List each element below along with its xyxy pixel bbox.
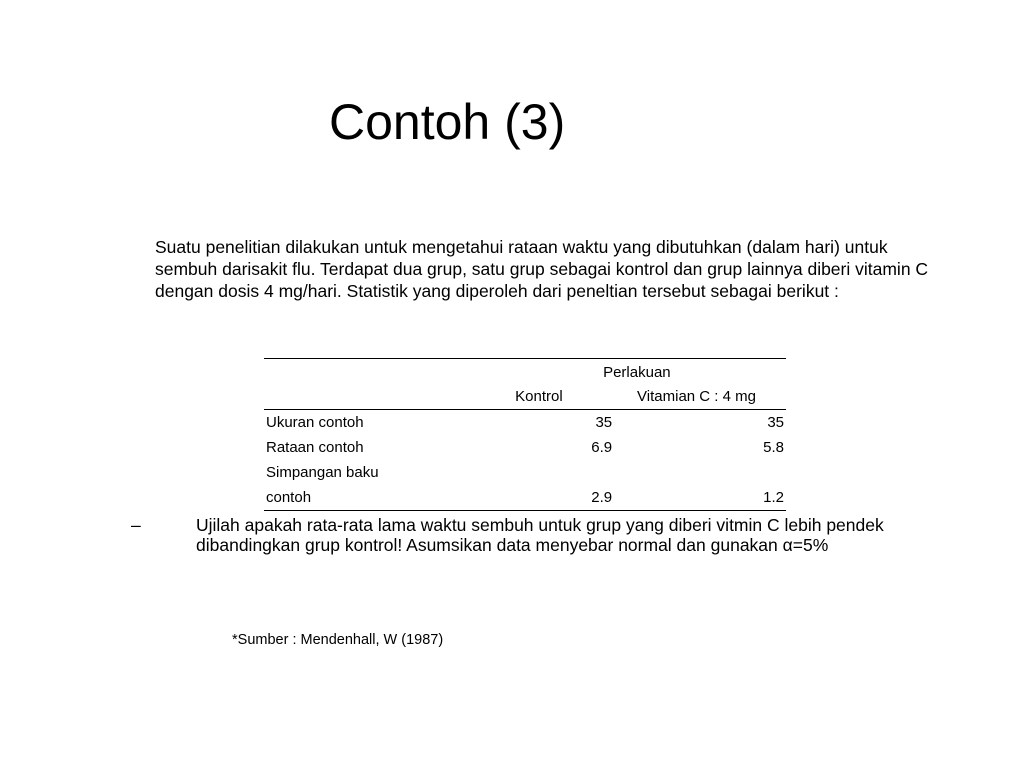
question-text: Ujilah apakah rata-rata lama waktu sembuh untuk grup yang diberi vitmin C lebih pendek dibandingkan grup kontrol! Asumsikan data menyebar normal dan gunakan α=5% — [196, 515, 884, 555]
table-row — [264, 460, 786, 511]
question-bullet — [131, 515, 931, 555]
statistics-table — [264, 358, 786, 511]
cell-vitamin: 5.8 — [763, 439, 784, 456]
row-label — [264, 460, 396, 511]
table-corner-cell — [264, 385, 396, 410]
source-citation: *Sumber : Mendenhall, W (1987) — [232, 632, 444, 648]
bullet-dash: – — [131, 515, 141, 535]
row-label-line: Simpangan baku — [266, 464, 379, 481]
column-header-vitamin: Vitamian C : 4 mg — [614, 385, 786, 410]
cell-kontrol: 6.9 — [591, 439, 613, 456]
column-header-kontrol: Kontrol — [396, 385, 614, 410]
row-label: Ukuran contoh — [266, 414, 364, 431]
cell-vitamin: 35 — [767, 414, 784, 431]
table-column-header-row — [264, 385, 786, 410]
cell-kontrol: 35 — [595, 414, 613, 431]
row-label: Rataan contoh — [266, 439, 364, 456]
table-group-header-row — [264, 359, 786, 386]
slide-title: Contoh (3) — [329, 94, 566, 150]
cell-kontrol: 2.9 — [591, 489, 613, 506]
table-corner-cell — [264, 359, 396, 386]
table-row — [264, 410, 786, 436]
table-row — [264, 435, 786, 460]
intro-paragraph: Suatu penelitian dilakukan untuk mengetahui rataan waktu yang dibutuhkan (dalam hari) untuk sembuh darisakit flu. Terdapat dua grup, satu grup sebagai kontrol dan grup lainnya diberi vitamin C dengan dosis 4 mg/hari. Statistik yang diperoleh dari peneltian tersebut sebagai berikut : — [155, 237, 929, 301]
row-label-line: contoh — [266, 489, 312, 506]
table-group-header: Perlakuan — [603, 364, 671, 381]
cell-vitamin: 1.2 — [763, 489, 784, 506]
